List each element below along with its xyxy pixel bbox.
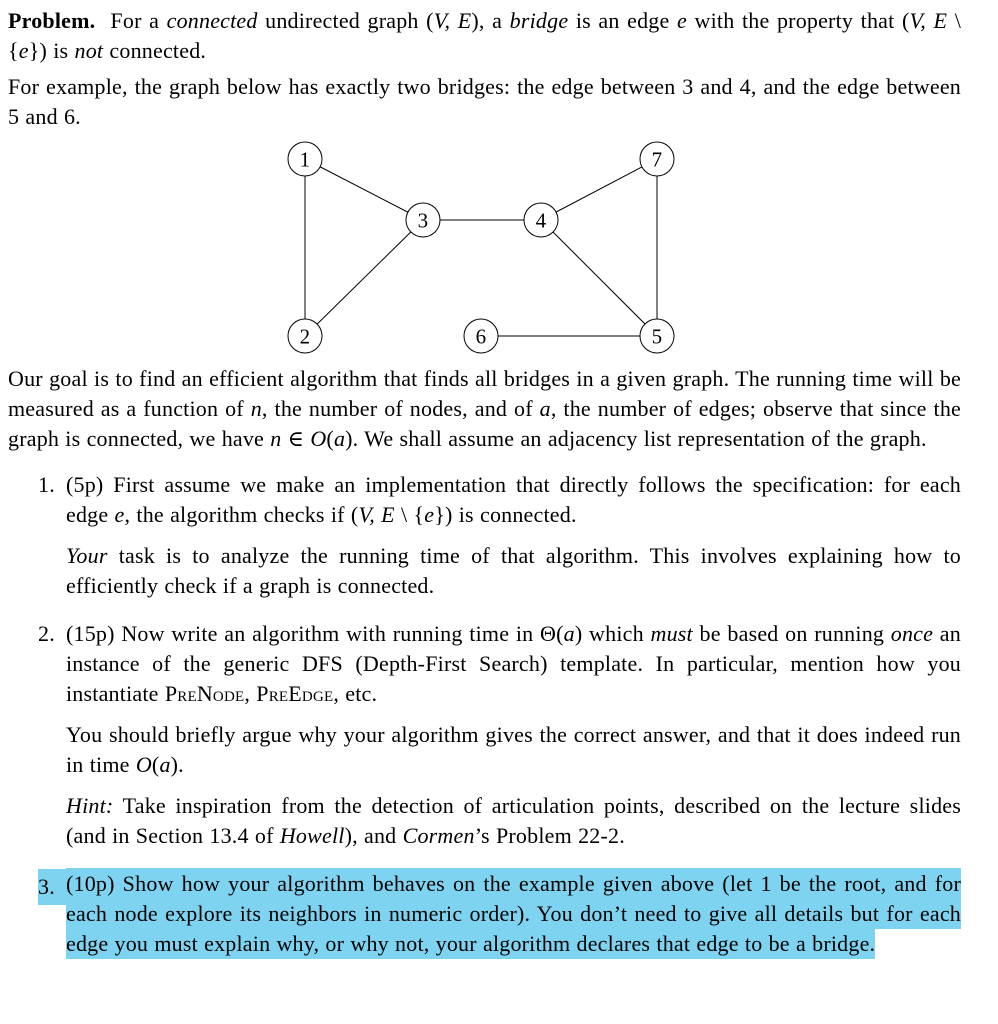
text-run: n xyxy=(250,396,262,421)
graph-node-label-4: 4 xyxy=(535,208,547,233)
text-run: PreEdge xyxy=(256,681,334,706)
list-item-1 xyxy=(38,470,961,601)
text-run: }) is connected. xyxy=(434,502,577,527)
text-run: e xyxy=(424,502,435,527)
graph-node-label-3: 3 xyxy=(417,208,429,233)
text-run: not xyxy=(74,38,104,63)
text-run: ). xyxy=(170,752,184,777)
list-item-3-highlighted xyxy=(38,869,961,959)
text-run: is an edge xyxy=(568,8,677,33)
text-run: , the number of nodes, and of xyxy=(261,396,540,421)
item-1-number: 1. xyxy=(38,472,55,497)
text-run: For a xyxy=(95,8,167,33)
text-run: (10p) Show how your algorithm behaves on the example given above (let 1 be the root, and for each node explore its neighbors in numeric order). You don’t need to give all details but for each edge you must explain why, or why not, your algorithm declares that edge to be a bridge. xyxy=(66,868,961,959)
text-run: ) which xyxy=(574,621,651,646)
graph-node-label-6: 6 xyxy=(475,324,487,349)
text-run: Our goal is to find an efficient algorithm that finds all bridges in a given graph. The running time will be measured as a function of xyxy=(8,366,961,421)
text-run: \ { xyxy=(8,8,962,63)
text-run: connected. xyxy=(103,38,207,63)
text-run: }) is xyxy=(28,38,75,63)
text-run: with the property that ( xyxy=(686,8,910,33)
text-run: be based on running xyxy=(692,621,891,646)
text-run: ( xyxy=(151,752,160,777)
graph-node-label-7: 7 xyxy=(651,147,663,172)
graph-edge-2-3 xyxy=(305,220,423,336)
text-run: , the number of edges; observe that since the graph is connected, we have xyxy=(8,396,961,451)
graph-edge-4-7 xyxy=(541,159,657,220)
item-1-paragraph-2 xyxy=(66,541,961,601)
text-run: once xyxy=(890,621,934,646)
item-2-paragraph-2 xyxy=(66,720,961,780)
graph-edge-4-5 xyxy=(541,220,657,336)
text-run: connected xyxy=(166,8,258,33)
text-run: e xyxy=(114,502,125,527)
text-run: must xyxy=(650,621,693,646)
text-run: (5p) First assume we make an implementation that directly follows the specification: for each edge xyxy=(66,472,961,527)
graph-node-label-1: 1 xyxy=(299,147,311,172)
text-run: a xyxy=(539,396,551,421)
item-2-number: 2. xyxy=(38,621,55,646)
text-run: task is to analyze the running time of that algorithm. This involves explaining how to efficiently check if a graph is connected. xyxy=(66,543,961,598)
paragraph-example xyxy=(8,72,961,132)
text-run: ), a xyxy=(471,8,510,33)
text-run: undirected graph ( xyxy=(257,8,434,33)
item-3-paragraph-1 xyxy=(66,869,961,959)
graph-node-label-2: 2 xyxy=(299,324,311,349)
text-run: PreNode xyxy=(164,681,245,706)
text-run: ∈ xyxy=(281,426,311,451)
graph-node-label-5: 5 xyxy=(651,324,663,349)
text-run: an instance of the generic DFS (Depth-First Search) template. In particular, mention how you instantiate xyxy=(66,621,961,706)
item-3-number: 3. xyxy=(38,869,66,905)
text-run: Cormen xyxy=(402,823,475,848)
text-run: ). We shall assume an adjacency list representation of the graph. xyxy=(345,426,927,451)
item-1-paragraph-1 xyxy=(66,470,961,530)
text-run: For example, the graph below has exactly two bridges: the edge between 3 and 4, and the edge between 5 and 6. xyxy=(8,74,961,129)
text-run: \ { xyxy=(394,502,425,527)
text-run: V, E xyxy=(358,502,395,527)
text-run: , etc. xyxy=(333,681,378,706)
text-run: ( xyxy=(326,426,334,451)
text-run: (15p) Now write an algorithm with running time in Θ( xyxy=(66,621,564,646)
text-run: O xyxy=(135,752,152,777)
text-run: Take inspiration from the detection of articulation points, described on the lecture slides (and in Section 13.4 of xyxy=(66,793,961,848)
graph-figure xyxy=(8,138,961,358)
text-run: n xyxy=(270,426,282,451)
text-run: a xyxy=(563,621,575,646)
text-run: ’s Problem 22-2. xyxy=(474,823,625,848)
paragraph-goal xyxy=(8,364,961,454)
text-run: Your xyxy=(66,543,108,568)
item-2-paragraph-1 xyxy=(66,619,961,709)
text-run: O xyxy=(310,426,327,451)
list-item-2 xyxy=(38,619,961,851)
text-run: Hint: xyxy=(66,793,114,818)
text-run: Howell xyxy=(279,823,345,848)
paragraph-problem-statement xyxy=(8,6,961,66)
problem-list xyxy=(8,470,961,959)
text-run: e xyxy=(677,8,687,33)
graph-edge-1-3 xyxy=(305,159,423,220)
text-run: bridge xyxy=(509,8,569,33)
text-run: a xyxy=(333,426,346,451)
item-2-paragraph-3 xyxy=(66,791,961,851)
text-run: V, E xyxy=(909,8,948,33)
text-run: e xyxy=(18,38,29,63)
text-run: a xyxy=(159,752,171,777)
text-run: ), and xyxy=(344,823,403,848)
text-run: , the algorithm checks if ( xyxy=(124,502,359,527)
text-run: , xyxy=(244,681,257,706)
text-run: Problem. xyxy=(8,8,96,33)
graph-svg xyxy=(8,138,998,358)
text-run: V, E xyxy=(433,8,472,33)
text-run: You should briefly argue why your algorithm gives the correct answer, and that it does indeed run in time xyxy=(66,722,961,777)
